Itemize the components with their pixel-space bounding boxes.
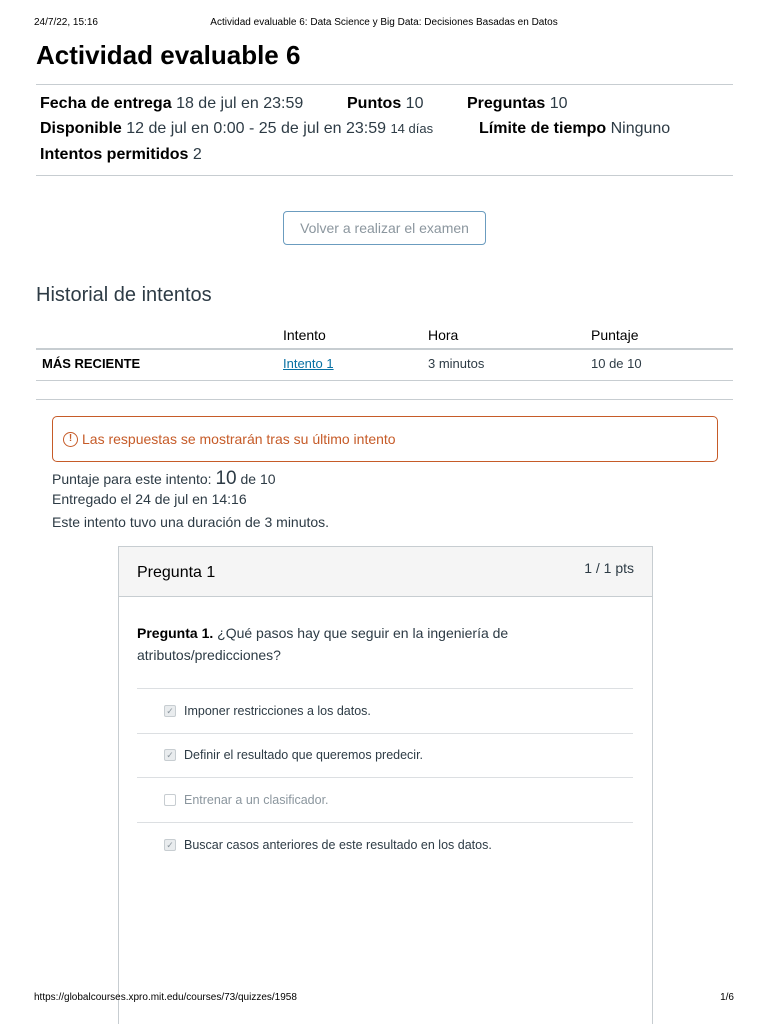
history-title: Historial de intentos — [36, 284, 212, 306]
answer-text: Imponer restricciones a los datos. — [184, 704, 371, 718]
checkbox-checked-icon: ✓ — [164, 749, 176, 761]
attempts-value: 2 — [192, 146, 202, 163]
submitted-text: Entregado el 24 de jul en 14:16 — [52, 491, 247, 507]
answer-divider — [137, 688, 633, 689]
attempts-label: Intentos permitidos — [40, 146, 189, 163]
questions-count — [467, 95, 568, 113]
answer-text: Buscar casos anteriores de este resultado en los datos. — [184, 838, 492, 852]
checkbox-checked-icon: ✓ — [164, 705, 176, 717]
answer-divider — [137, 733, 633, 734]
retake-quiz-button[interactable]: Volver a realizar el examen — [283, 211, 486, 245]
print-timestamp: 24/7/22, 15:16 — [34, 17, 98, 28]
question-points: 1 / 1 pts — [584, 560, 634, 576]
available-label: Disponible — [40, 120, 122, 137]
question-title: Pregunta 1 — [137, 564, 216, 581]
availability — [40, 120, 433, 138]
divider — [36, 380, 733, 381]
checkbox-checked-icon: ✓ — [164, 839, 176, 851]
answer-option — [164, 793, 329, 807]
table-header-divider — [36, 348, 733, 350]
duration-text: Este intento tuvo una duración de 3 minutos. — [52, 514, 330, 530]
col-header-attempt: Intento — [283, 327, 326, 343]
time-limit-value: Ninguno — [610, 120, 671, 137]
page-title: Actividad evaluable 6 — [36, 40, 301, 70]
divider — [36, 84, 733, 85]
table-row-attempt — [283, 356, 334, 371]
due-date — [40, 95, 303, 113]
points-label: Puntos — [347, 95, 402, 112]
attempt-score — [52, 468, 276, 490]
answer-divider — [137, 777, 633, 778]
print-page-number: 1/6 — [720, 992, 734, 1003]
answer-text: Entrenar a un clasificador. — [184, 793, 329, 807]
score-value: 10 — [215, 468, 237, 489]
question-header — [119, 547, 652, 597]
due-value: 18 de jul en 23:59 — [176, 95, 304, 112]
divider — [36, 175, 733, 176]
alert-box — [52, 416, 718, 462]
due-label: Fecha de entrega — [40, 95, 172, 112]
table-row-time: 3 minutos — [428, 356, 485, 371]
time-limit-label: Límite de tiempo — [479, 120, 607, 137]
col-header-score: Puntaje — [591, 327, 639, 343]
question-prompt — [137, 622, 617, 666]
print-url: https://globalcourses.xpro.mit.edu/courses/73/quizzes/1958 — [34, 992, 297, 1003]
divider — [36, 399, 733, 400]
points-value: 10 — [405, 95, 424, 112]
answer-option — [164, 704, 371, 718]
score-prefix: Puntaje para este intento: — [52, 471, 212, 487]
print-page-title: Actividad evaluable 6: Data Science y Big Data: Decisiones Basadas en Datos — [210, 17, 558, 28]
time-limit — [479, 120, 670, 138]
col-header-time: Hora — [428, 327, 459, 343]
most-recent-label: MÁS RECIENTE — [42, 356, 141, 371]
score-suffix: de 10 — [240, 471, 276, 487]
question-prompt-text: ¿Qué pasos hay que seguir en la ingeniería de atributos/predicciones? — [137, 625, 509, 663]
answer-divider — [137, 822, 633, 823]
checkbox-unchecked-icon — [164, 794, 176, 806]
answer-option — [164, 748, 423, 762]
question-card — [118, 546, 653, 1024]
answer-option — [164, 838, 492, 852]
available-days: 14 días — [390, 121, 434, 136]
answer-text: Definir el resultado que queremos predecir. — [184, 748, 424, 762]
questions-label: Preguntas — [467, 95, 546, 112]
table-row-score: 10 de 10 — [591, 356, 642, 371]
attempt-link[interactable]: Intento 1 — [283, 356, 334, 371]
available-value: 12 de jul en 0:00 - 25 de jul en 23:59 — [126, 120, 386, 137]
questions-value: 10 — [549, 95, 568, 112]
points — [347, 95, 423, 113]
attempts-allowed — [40, 146, 202, 164]
warning-circle-icon: ! — [63, 432, 78, 447]
alert-text: Las respuestas se mostrarán tras su último intento — [82, 431, 396, 447]
question-prompt-label: Pregunta 1. — [137, 625, 214, 641]
